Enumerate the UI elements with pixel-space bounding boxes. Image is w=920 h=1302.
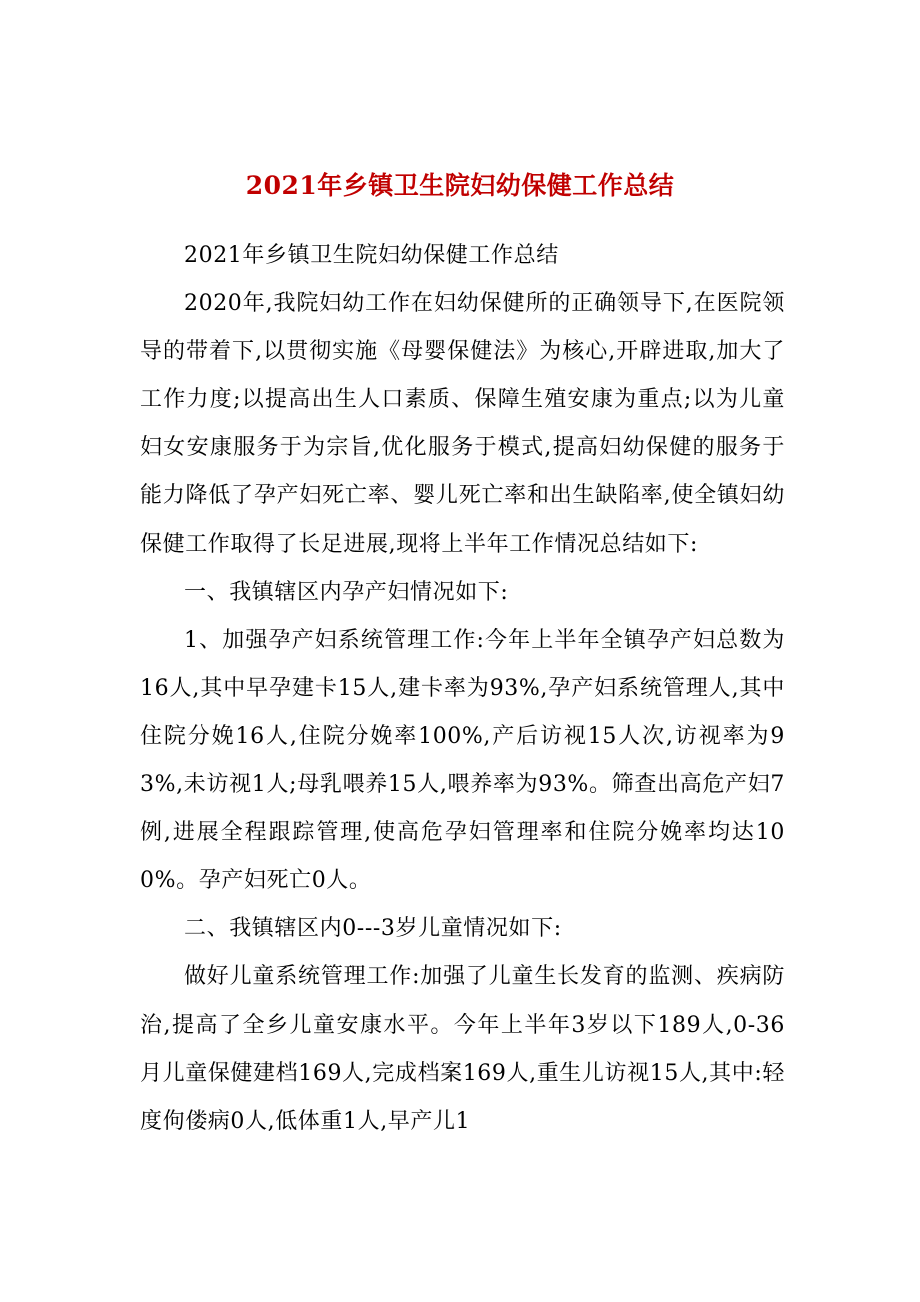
- section-heading-maternal: 一、我镇辖区内孕产妇情况如下:: [184, 579, 509, 605]
- document-title: 2021年乡镇卫生院妇幼保健工作总结: [245, 171, 675, 200]
- section-heading-children: 二、我镇辖区内0---3岁儿童情况如下:: [184, 916, 562, 942]
- paragraph-maternal-management: 1、加强孕产妇系统管理工作:今年上半年全镇孕产妇总数为16人,其中早孕建卡15人,建卡率为93%,孕产妇系统管理人,其中住院分娩16人,住院分娩率100%,产后访视15人次,访视率为93%,未访视1人;母乳喂养15人,喂养率为93%。筛查出高危产妇7例,进展全程跟踪管理,使高危孕妇管理率和住院分娩率均达100%。孕产妇死亡0人。: [140, 627, 785, 894]
- paragraph-children-management: 做好儿童系统管理工作:加强了儿童生长发育的监测、疾病防治,提高了全乡儿童安康水平。今年上半年3岁以下189人,0-36月儿童保健建档169人,完成档案169人,重生儿访视15人,其中:轻度佝偻病0人,低体重1人,早产儿1: [140, 964, 785, 1134]
- paragraph-subtitle: 2021年乡镇卫生院妇幼保健工作总结: [184, 243, 559, 268]
- paragraph-intro: 2020年,我院妇幼工作在妇幼保健所的正确领导下,在医院领导的带着下,以贯彻实施《母婴保健法》为核心,开辟进取,加大了工作力度;以提高出生人口素质、保障生殖安康为重点;以为儿童妇女安康服务于为宗旨,优化服务于模式,提高妇幼保健的服务于能力降低了孕产妇死亡率、婴儿死亡率和出生缺陷率,使全镇妇幼保健工作取得了长足进展,现将上半年工作情况总结如下:: [140, 291, 785, 557]
- document-body: [140, 232, 785, 1146]
